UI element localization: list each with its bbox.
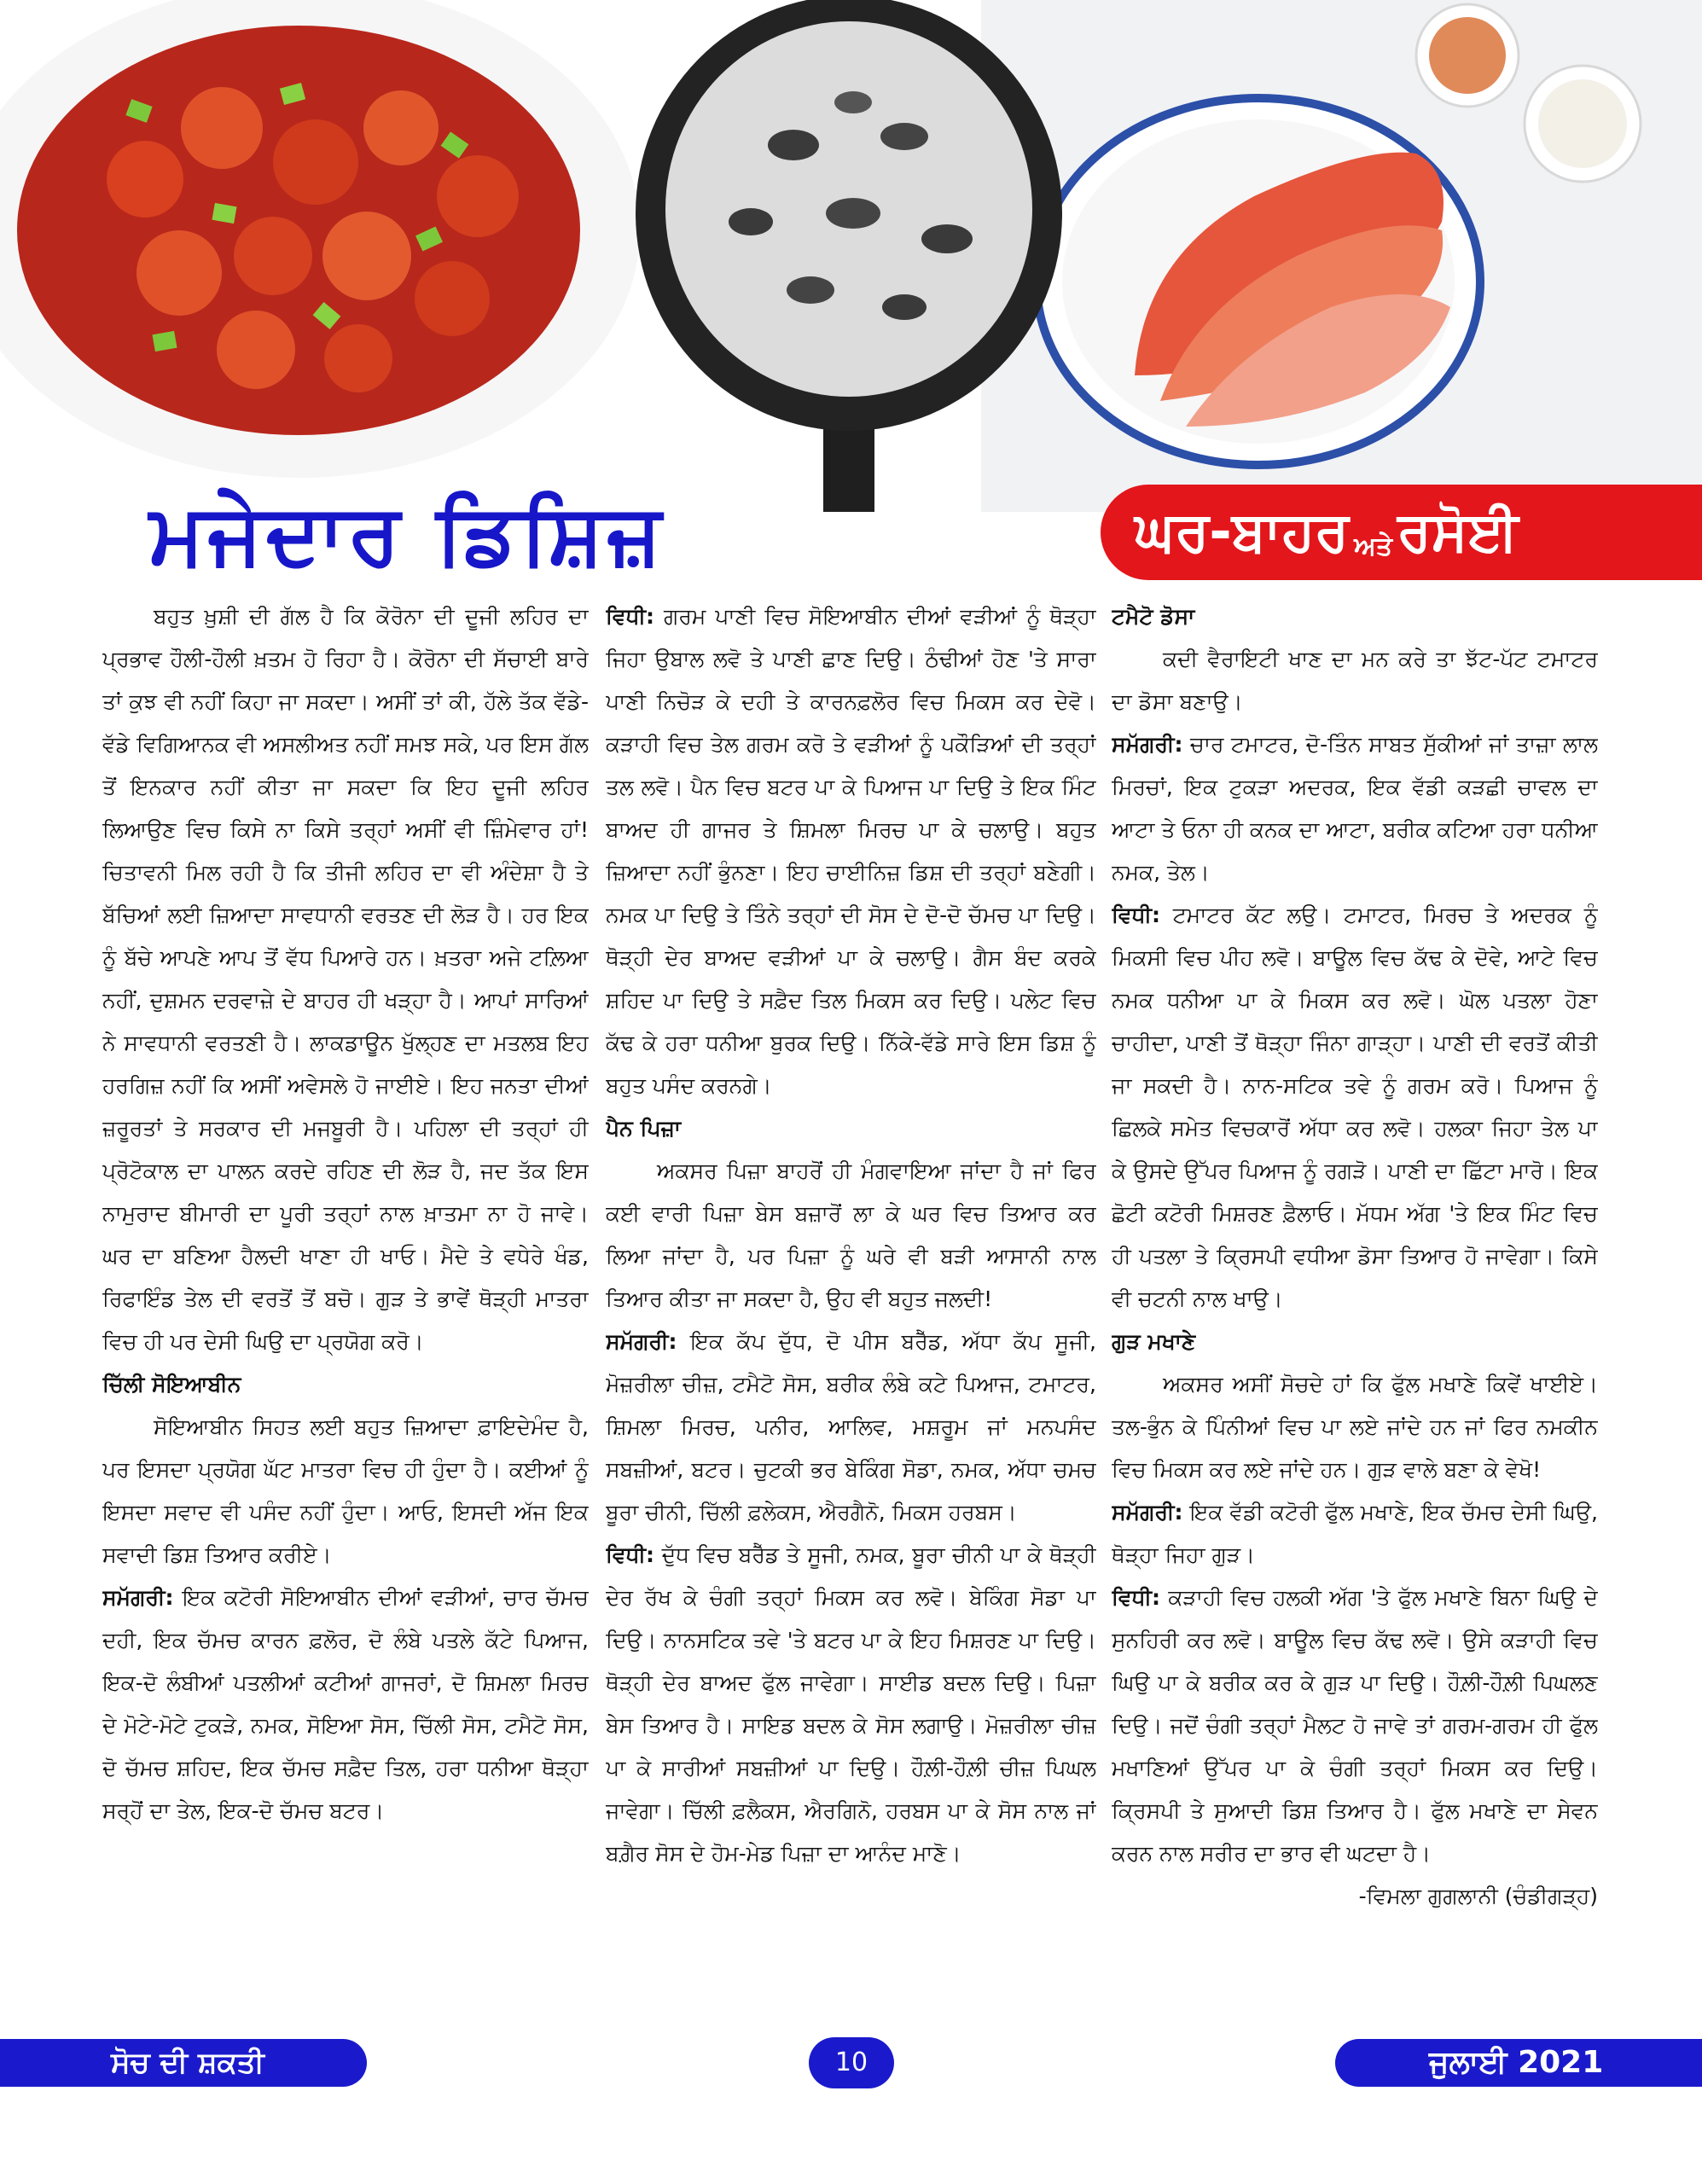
banner-part1: ਘਰ-ਬਾਹਰ bbox=[1135, 501, 1350, 564]
ingredients-gur-makhane bbox=[1112, 1491, 1598, 1577]
method-label: ਵਿਧੀ: bbox=[1112, 1585, 1160, 1610]
method-text: ਕੜਾਹੀ ਵਿਚ ਹਲਕੀ ਅੱਗ 'ਤੇ ਫੁੱਲ ਮਖਾਣੇ ਬਿਨਾ ਘਿਉ ਦੇ ਸੁਨਹਿਰੀ ਕਰ ਲਵੋ। ਬਾਊਲ ਵਿਚ ਕੱਢ ਲਵੋ। ਉਸੇ ਕੜਾਹੀ ਵਿਚ ਘਿਉ ਪਾ ਕੇ ਬਰੀਕ ਕਰ ਕੇ ਗੁੜ ਪਾ ਦਿਉ। ਹੌਲ਼ੀ-ਹੌਲ਼ੀ ਪਿਘਲਣ ਦਿਉ। ਜਦੋਂ ਚੰਗੀ ਤਰ੍ਹਾਂ ਮੈਲਟ ਹੋ ਜਾਵੇ ਤਾਂ ਗਰਮ-ਗਰਮ ਹੀ ਫੁੱਲ ਮਖਾਣਿਆਂ ਉੱਪਰ ਪਾ ਕੇ ਚੰਗੀ ਤਰ੍ਹਾਂ ਮਿਕਸ ਕਰ ਦਿਉ। ਕ੍ਰਿਸਪੀ ਤੇ ਸੁਆਦੀ ਡਿਸ਼ ਤਿਆਰ ਹੈ। ਫੁੱਲ ਮਖਾਣੇ ਦਾ ਸੇਵਨ ਕਰਨ ਨਾਲ ਸਰੀਰ ਦਾ ਭਾਰ ਵੀ ਘਟਦਾ ਹੈ। bbox=[1112, 1585, 1598, 1866]
hero-photo-collage bbox=[0, 0, 1702, 512]
ingredients-label: ਸਮੱਗਰੀ: bbox=[1112, 1500, 1183, 1525]
ingredients-label: ਸਮੱਗਰੀ: bbox=[102, 1585, 174, 1610]
method-pan-pizza bbox=[606, 1534, 1096, 1875]
ingredients-chilli-soyabean bbox=[102, 1577, 589, 1833]
column-2 bbox=[606, 595, 1096, 2007]
column-3 bbox=[1112, 595, 1598, 2007]
author-credit: -ਵਿਮਲਾ ਗੁਗਲਾਨੀ (ਚੰਡੀਗੜ੍ਹ) bbox=[1358, 1884, 1598, 1908]
page-title: ਮਜੇਦਾਰ ਡਿਸ਼ਿਜ਼ bbox=[149, 486, 665, 584]
ingredients-tomato-dosa bbox=[1112, 723, 1598, 894]
recipe-title-tomato-dosa: ਟਮੈਟੋ ਡੋਸਾ bbox=[1112, 604, 1195, 629]
recipe-title-pan-pizza: ਪੈਨ ਪਿਜ਼ਾ bbox=[606, 1116, 682, 1141]
chilli-soyabean-icon bbox=[0, 0, 640, 478]
method-chilli-soyabean bbox=[606, 595, 1096, 1107]
section-banner bbox=[1101, 485, 1702, 580]
hero-images bbox=[0, 0, 1702, 512]
method-tomato-dosa bbox=[1112, 894, 1598, 1321]
method-gur-makhane bbox=[1112, 1577, 1598, 1875]
recipe-intro-chilli-soyabean: ਸੋਇਆਬੀਨ ਸਿਹਤ ਲਈ ਬਹੁਤ ਜ਼ਿਆਦਾ ਫ਼ਾਇਦੇਮੰਦ ਹੈ, ਪਰ ਇਸਦਾ ਪ੍ਰਯੋਗ ਘੱਟ ਮਾਤਰਾ ਵਿਚ ਹੀ ਹੁੰਦਾ ਹੈ। ਕਈਆਂ ਨੂੰ ਇਸਦਾ ਸਵਾਦ ਵੀ ਪਸੰਦ ਨਹੀਂ ਹੁੰਦਾ। ਆਓ, ਇਸਦੀ ਅੱਜ ਇਕ ਸਵਾਦੀ ਡਿਸ਼ ਤਿਆਰ ਕਰੀਏ। bbox=[102, 1414, 589, 1567]
ingredients-text: ਇਕ ਵੱਡੀ ਕਟੋਰੀ ਫੁੱਲ ਮਖਾਣੇ, ਇਕ ਚੱਮਚ ਦੇਸੀ ਘਿਉ, ਥੋੜ੍ਹਾ ਜਿਹਾ ਗੁੜ। bbox=[1112, 1500, 1598, 1567]
ingredients-label: ਸਮੱਗਰੀ: bbox=[1112, 732, 1183, 757]
intro-paragraph: ਬਹੁਤ ਖ਼ੁਸ਼ੀ ਦੀ ਗੱਲ ਹੈ ਕਿ ਕੋਰੋਨਾ ਦੀ ਦੂਜੀ ਲਹਿਰ ਦਾ ਪ੍ਰਭਾਵ ਹੌਲੀ-ਹੌਲੀ ਖ਼ਤਮ ਹੋ ਰਿਹਾ ਹੈ। ਕੋਰੋਨਾ ਦੀ ਸੱਚਾਈ ਬਾਰੇ ਤਾਂ ਕੁਝ ਵੀ ਨਹੀਂ ਕਿਹਾ ਜਾ ਸਕਦਾ। ਅਸੀਂ ਤਾਂ ਕੀ, ਹੱਲੇ ਤੱਕ ਵੱਡੇ-ਵੱਡੇ ਵਿਗਿਆਨਕ ਵੀ ਅਸਲੀਅਤ ਨਹੀਂ ਸਮਝ ਸਕੇ, ਪਰ ਇਸ ਗੱਲ ਤੋਂ ਇਨਕਾਰ ਨਹੀਂ ਕੀਤਾ ਜਾ ਸਕਦਾ ਕਿ ਇਹ ਦੂਜੀ ਲਹਿਰ ਲਿਆਉਣ ਵਿਚ ਕਿਸੇ ਨਾ ਕਿਸੇ ਤਰ੍ਹਾਂ ਅਸੀਂ ਵੀ ਜ਼ਿੰਮੇਵਾਰ ਹਾਂ! ਚਿਤਾਵਨੀ ਮਿਲ ਰਹੀ ਹੈ ਕਿ ਤੀਜੀ ਲਹਿਰ ਦਾ ਵੀ ਅੰਦੇਸ਼ਾ ਹੈ ਤੇ ਬੱਚਿਆਂ ਲਈ ਜ਼ਿਆਦਾ ਸਾਵਧਾਨੀ ਵਰਤਣ ਦੀ ਲੋੜ ਹੈ। ਹਰ ਇਕ ਨੂੰ ਬੱਚੇ ਆਪਣੇ ਆਪ ਤੋਂ ਵੱਧ ਪਿਆਰੇ ਹਨ। ਖ਼ਤਰਾ ਅਜੇ ਟਲ਼ਿਆ ਨਹੀਂ, ਦੁਸ਼ਮਨ ਦਰਵਾਜ਼ੇ ਦੇ ਬਾਹਰ ਹੀ ਖੜ੍ਹਾ ਹੈ। ਆਪਾਂ ਸਾਰਿਆਂ ਨੇ ਸਾਵਧਾਨੀ ਵਰਤਣੀ ਹੈ। ਲਾਕਡਾਊਨ ਖੁੱਲ੍ਹਣ ਦਾ ਮਤਲਬ ਇਹ ਹਰਗਿਜ਼ ਨਹੀਂ ਕਿ ਅਸੀਂ ਅਵੇਸਲੇ ਹੋ ਜਾਈਏ। ਇਹ ਜਨਤਾ ਦੀਆਂ ਜ਼ਰੂਰਤਾਂ ਤੇ ਸਰਕਾਰ ਦੀ ਮਜਬੂਰੀ ਹੈ। ਪਹਿਲਾ ਦੀ ਤਰ੍ਹਾਂ ਹੀ ਪ੍ਰੋਟੋਕਾਲ ਦਾ ਪਾਲਨ ਕਰਦੇ ਰਹਿਣ ਦੀ ਲੋੜ ਹੈ, ਜਦ ਤੱਕ ਇਸ ਨਾਮੁਰਾਦ ਬੀਮਾਰੀ ਦਾ ਪੂਰੀ ਤਰ੍ਹਾਂ ਨਾਲ ਖ਼ਾਤਮਾ ਨਾ ਹੋ ਜਾਵੇ। ਘਰ ਦਾ ਬਣਿਆ ਹੈਲਦੀ ਖਾਣਾ ਹੀ ਖਾਓ। ਮੈਦੇ ਤੇ ਵਧੇਰੇ ਖੰਡ, ਰਿਫਾਇੰਡ ਤੇਲ ਦੀ ਵਰਤੋਂ ਤੋਂ ਬਚੋ। ਗੁੜ ਤੇ ਭਾਵੇਂ ਥੋੜ੍ਹੀ ਮਾਤਰਾ ਵਿਚ ਹੀ ਪਰ ਦੇਸੀ ਘਿਉ ਦਾ ਪ੍ਰਯੋਗ ਕਰੋ। bbox=[102, 604, 589, 1354]
footer-issue-date: ਜੁਲਾਈ 2021 bbox=[1335, 2039, 1702, 2087]
method-text: ਦੁੱਧ ਵਿਚ ਬਰੈੱਡ ਤੇ ਸੂਜੀ, ਨਮਕ, ਬੂਰਾ ਚੀਨੀ ਪਾ ਕੇ ਥੋੜ੍ਹੀ ਦੇਰ ਰੱਖ ਕੇ ਚੰਗੀ ਤਰ੍ਹਾਂ ਮਿਕਸ ਕਰ ਲਵੋ। ਬੇਕਿੰਗ ਸੋਡਾ ਪਾ ਦਿਉ। ਨਾਨਸਟਿਕ ਤਵੇ 'ਤੇ ਬਟਰ ਪਾ ਕੇ ਇਹ ਮਿਸ਼ਰਣ ਪਾ ਦਿਉ। ਥੋੜ੍ਹੀ ਦੇਰ ਬਾਅਦ ਫੁੱਲ ਜਾਵੇਗਾ। ਸਾਈਡ ਬਦਲ ਦਿਉ। ਪਿਜ਼ਾ ਬੇਸ ਤਿਆਰ ਹੈ। ਸਾਇਡ ਬਦਲ ਕੇ ਸੋਸ ਲਗਾਉ। ਮੋਜ਼ਰੀਲਾ ਚੀਜ਼ ਪਾ ਕੇ ਸਾਰੀਆਂ ਸਬਜ਼ੀਆਂ ਪਾ ਦਿਉ। ਹੌਲ਼ੀ-ਹੌਲ਼ੀ ਚੀਜ਼ ਪਿਘਲ ਜਾਵੇਗਾ। ਚਿੱਲੀ ਫ਼ਲੈਕਸ, ਐਰਗਿਨੋ, ਹਰਬਸ ਪਾ ਕੇ ਸੋਸ ਨਾਲ ਜਾਂ ਬਗ਼ੈਰ ਸੋਸ ਦੇ ਹੋਮ-ਮੇਡ ਪਿਜ਼ਾ ਦਾ ਆਨੰਦ ਮਾਣੋ। bbox=[606, 1542, 1096, 1866]
method-label: ਵਿਧੀ: bbox=[1112, 903, 1160, 927]
method-text: ਗਰਮ ਪਾਣੀ ਵਿਚ ਸੋਇਆਬੀਨ ਦੀਆਂ ਵੜੀਆਂ ਨੂੰ ਥੋੜ੍ਹਾ ਜਿਹਾ ਉਬਾਲ ਲਵੋ ਤੇ ਪਾਣੀ ਛਾਣ ਦਿਉ। ਠੰਢੀਆਂ ਹੋਣ 'ਤੇ ਸਾਰਾ ਪਾਣੀ ਨਿਚੋੜ ਕੇ ਦਹੀ ਤੇ ਕਾਰਨਫ਼ਲੋਰ ਵਿਚ ਮਿਕਸ ਕਰ ਦੇਵੋ। ਕੜਾਹੀ ਵਿਚ ਤੇਲ ਗਰਮ ਕਰੋ ਤੇ ਵੜੀਆਂ ਨੂੰ ਪਕੌੜਿਆਂ ਦੀ ਤਰ੍ਹਾਂ ਤਲ ਲਵੋ। ਪੈਨ ਵਿਚ ਬਟਰ ਪਾ ਕੇ ਪਿਆਜ ਪਾ ਦਿਉ ਤੇ ਇਕ ਮਿੰਟ ਬਾਅਦ ਹੀ ਗਾਜਰ ਤੇ ਸ਼ਿਮਲਾ ਮਿਰਚ ਪਾ ਕੇ ਚਲਾਉ। ਬਹੁਤ ਜ਼ਿਆਦਾ ਨਹੀਂ ਭੁੰਨਣਾ। ਇਹ ਚਾਈਨਿਜ਼ ਡਿਸ਼ ਦੀ ਤਰ੍ਹਾਂ ਬਣੇਗੀ। ਨਮਕ ਪਾ ਦਿਉ ਤੇ ਤਿੰਨੇ ਤਰ੍ਹਾਂ ਦੀ ਸੋਸ ਦੇ ਦੋ-ਦੋ ਚੱਮਚ ਪਾ ਦਿਉ। ਥੋੜ੍ਹੀ ਦੇਰ ਬਾਅਦ ਵੜੀਆਂ ਪਾ ਕੇ ਚਲਾਉ। ਗੈਸ ਬੰਦ ਕਰਕੇ ਸ਼ਹਿਦ ਪਾ ਦਿਉ ਤੇ ਸਫ਼ੈਦ ਤਿਲ ਮਿਕਸ ਕਰ ਦਿਉ। ਪਲੇਟ ਵਿਚ ਕੱਢ ਕੇ ਹਰਾ ਧਨੀਆ ਬੁਰਕ ਦਿਉ। ਨਿੱਕੇ-ਵੱਡੇ ਸਾਰੇ ਇਸ ਡਿਸ਼ ਨੂੰ ਬਹੁਤ ਪਸੰਦ ਕਰਨਗੇ। bbox=[606, 604, 1096, 1098]
ingredients-text: ਇਕ ਕਟੋਰੀ ਸੋਇਆਬੀਨ ਦੀਆਂ ਵੜੀਆਂ, ਚਾਰ ਚੱਮਚ ਦਹੀ, ਇਕ ਚੱਮਚ ਕਾਰਨ ਫ਼ਲੋਰ, ਦੋ ਲੰਬੇ ਪਤਲੇ ਕੱਟੇ ਪਿਆਜ, ਇਕ-ਦੋ ਲੰਬੀਆਂ ਪਤਲੀਆਂ ਕਟੀਆਂ ਗਾਜਰਾਂ, ਦੋ ਸ਼ਿਮਲਾ ਮਿਰਚ ਦੇ ਮੋਟੇ-ਮੋਟੇ ਟੁਕੜੇ, ਨਮਕ, ਸੋਇਆ ਸੋਸ, ਚਿੱਲੀ ਸੋਸ, ਟਮੈਟੋ ਸੋਸ, ਦੋ ਚੱਮਚ ਸ਼ਹਿਦ, ਇਕ ਚੱਮਚ ਸਫ਼ੈਦ ਤਿਲ, ਹਰਾ ਧਨੀਆ ਥੋੜ੍ਹਾ ਸਰ੍ਹੋਂ ਦਾ ਤੇਲ, ਇਕ-ਦੋ ਚੱਮਚ ਬਟਰ। bbox=[102, 1585, 589, 1823]
ingredients-label: ਸਮੱਗਰੀ: bbox=[606, 1329, 677, 1354]
recipe-intro-tomato-dosa: ਕਦੀ ਵੈਰਾਇਟੀ ਖਾਣ ਦਾ ਮਨ ਕਰੇ ਤਾ ਝੱਟ-ਪੱਟ ਟਮਾਟਰ ਦਾ ਡੋਸਾ ਬਣਾਉ। bbox=[1112, 647, 1598, 714]
method-label: ਵਿਧੀ: bbox=[606, 604, 654, 629]
method-label: ਵਿਧੀ: bbox=[606, 1542, 654, 1567]
footer-magazine-name: ਸੋਚ ਦੀ ਸ਼ਕਤੀ bbox=[0, 2039, 367, 2087]
ingredients-pan-pizza bbox=[606, 1321, 1096, 1534]
recipe-intro-pan-pizza: ਅਕਸਰ ਪਿਜ਼ਾ ਬਾਹਰੋਂ ਹੀ ਮੰਗਵਾਇਆ ਜਾਂਦਾ ਹੈ ਜਾਂ ਫਿਰ ਕਈ ਵਾਰੀ ਪਿਜ਼ਾ ਬੇਸ ਬਜ਼ਾਰੋਂ ਲਾ ਕੇ ਘਰ ਵਿਚ ਤਿਆਰ ਕਰ ਲਿਆ ਜਾਂਦਾ ਹੈ, ਪਰ ਪਿਜ਼ਾ ਨੂੰ ਘਰੇ ਵੀ ਬੜੀ ਆਸਾਨੀ ਨਾਲ ਤਿਆਰ ਕੀਤਾ ਜਾ ਸਕਦਾ ਹੈ, ਉਹ ਵੀ ਬਹੁਤ ਜਲਦੀ! bbox=[606, 1159, 1096, 1311]
page-number: 10 bbox=[809, 2037, 894, 2088]
recipe-title-gur-makhane: ਗੁੜ ਮਖਾਣੇ bbox=[1112, 1329, 1196, 1354]
column-1 bbox=[102, 595, 589, 2007]
method-text: ਟਮਾਟਰ ਕੱਟ ਲਉ। ਟਮਾਟਰ, ਮਿਰਚ ਤੇ ਅਦਰਕ ਨੂੰ ਮਿਕਸੀ ਵਿਚ ਪੀਹ ਲਵੋ। ਬਾਊਲ ਵਿਚ ਕੱਢ ਕੇ ਦੋਵੇ, ਆਟੇ ਵਿਚ ਨਮਕ ਧਨੀਆ ਪਾ ਕੇ ਮਿਕਸ ਕਰ ਲਵੋ। ਘੋਲ ਪਤਲਾ ਹੋਣਾ ਚਾਹੀਦਾ, ਪਾਣੀ ਤੋਂ ਥੋੜ੍ਹਾ ਜਿੰਨਾ ਗਾੜ੍ਹਾ। ਪਾਣੀ ਦੀ ਵਰਤੋਂ ਕੀਤੀ ਜਾ ਸਕਦੀ ਹੈ। ਨਾਨ-ਸਟਿਕ ਤਵੇ ਨੂੰ ਗਰਮ ਕਰੋ। ਪਿਆਜ ਨੂੰ ਛਿਲਕੇ ਸਮੇਤ ਵਿਚਕਾਰੋਂ ਅੱਧਾ ਕਰ ਲਵੋ। ਹਲਕਾ ਜਿਹਾ ਤੇਲ ਪਾ ਕੇ ਉਸਦੇ ਉੱਪਰ ਪਿਆਜ ਨੂੰ ਰਗੜੋ। ਪਾਣੀ ਦਾ ਛਿੱਟਾ ਮਾਰੋ। ਇਕ ਛੋਟੀ ਕਟੋਰੀ ਮਿਸ਼ਰਣ ਫ਼ੈਲਾਓ। ਮੱਧਮ ਅੱਗ 'ਤੇ ਇਕ ਮਿੰਟ ਵਿਚ ਹੀ ਪਤਲਾ ਤੇ ਕ੍ਰਿਸਪੀ ਵਧੀਆ ਡੋਸਾ ਤਿਆਰ ਹੋ ਜਾਵੇਗਾ। ਕਿਸੇ ਵੀ ਚਟਨੀ ਨਾਲ ਖਾਉ। bbox=[1112, 903, 1598, 1311]
banner-part3: ਰਸੋਈ bbox=[1397, 501, 1519, 564]
recipe-title-chilli-soyabean: ਚਿੱਲੀ ਸੋਇਆਬੀਨ bbox=[102, 1372, 241, 1397]
ingredients-text: ਚਾਰ ਟਮਾਟਰ, ਦੋ-ਤਿੰਨ ਸਾਬਤ ਸੁੱਕੀਆਂ ਜਾਂ ਤਾਜ਼ਾ ਲਾਲ ਮਿਰਚਾਂ, ਇਕ ਟੁਕੜਾ ਅਦਰਕ, ਇਕ ਵੱਡੀ ਕੜਛੀ ਚਾਵਲ ਦਾ ਆਟਾ ਤੇ ਓਨਾ ਹੀ ਕਨਕ ਦਾ ਆਟਾ, ਬਰੀਕ ਕਟਿਆ ਹਰਾ ਧਨੀਆ ਨਮਕ, ਤੇਲ। bbox=[1112, 732, 1598, 885]
ingredients-text: ਇਕ ਕੱਪ ਦੁੱਧ, ਦੋ ਪੀਸ ਬਰੈੱਡ, ਅੱਧਾ ਕੱਪ ਸੂਜੀ, ਮੋਜ਼ਰੀਲਾ ਚੀਜ਼, ਟਮੈਟੋ ਸੋਸ, ਬਰੀਕ ਲੰਬੇ ਕਟੇ ਪਿਆਜ, ਟਮਾਟਰ, ਸ਼ਿਮਲਾ ਮਿਰਚ, ਪਨੀਰ, ਆਲਿਵ, ਮਸ਼ਰੂਮ ਜਾਂ ਮਨਪਸੰਦ ਸਬਜ਼ੀਆਂ, ਬਟਰ। ਚੁਟਕੀ ਭਰ ਬੇਕਿੰਗ ਸੋਡਾ, ਨਮਕ, ਅੱਧਾ ਚਮਚ ਬੂਰਾ ਚੀਨੀ, ਚਿੱਲੀ ਫ਼ਲੇਕਸ, ਐਰਗੈਨੋ, ਮਿਕਸ ਹਰਬਸ। bbox=[606, 1329, 1096, 1525]
banner-part2: ਅਤੇ bbox=[1354, 531, 1393, 561]
recipe-intro-gur-makhane: ਅਕਸਰ ਅਸੀਂ ਸੋਚਦੇ ਹਾਂ ਕਿ ਫੁੱਲ ਮਖਾਣੇ ਕਿਵੇਂ ਖਾਈਏ। ਤਲ-ਭੁੰਨ ਕੇ ਪਿੰਨੀਆਂ ਵਿਚ ਪਾ ਲਏ ਜਾਂਦੇ ਹਨ ਜਾਂ ਫਿਰ ਨਮਕੀਨ ਵਿਚ ਮਿਕਸ ਕਰ ਲਏ ਜਾਂਦੇ ਹਨ। ਗੁੜ ਵਾਲੇ ਬਣਾ ਕੇ ਵੇਖੋ! bbox=[1112, 1372, 1598, 1482]
